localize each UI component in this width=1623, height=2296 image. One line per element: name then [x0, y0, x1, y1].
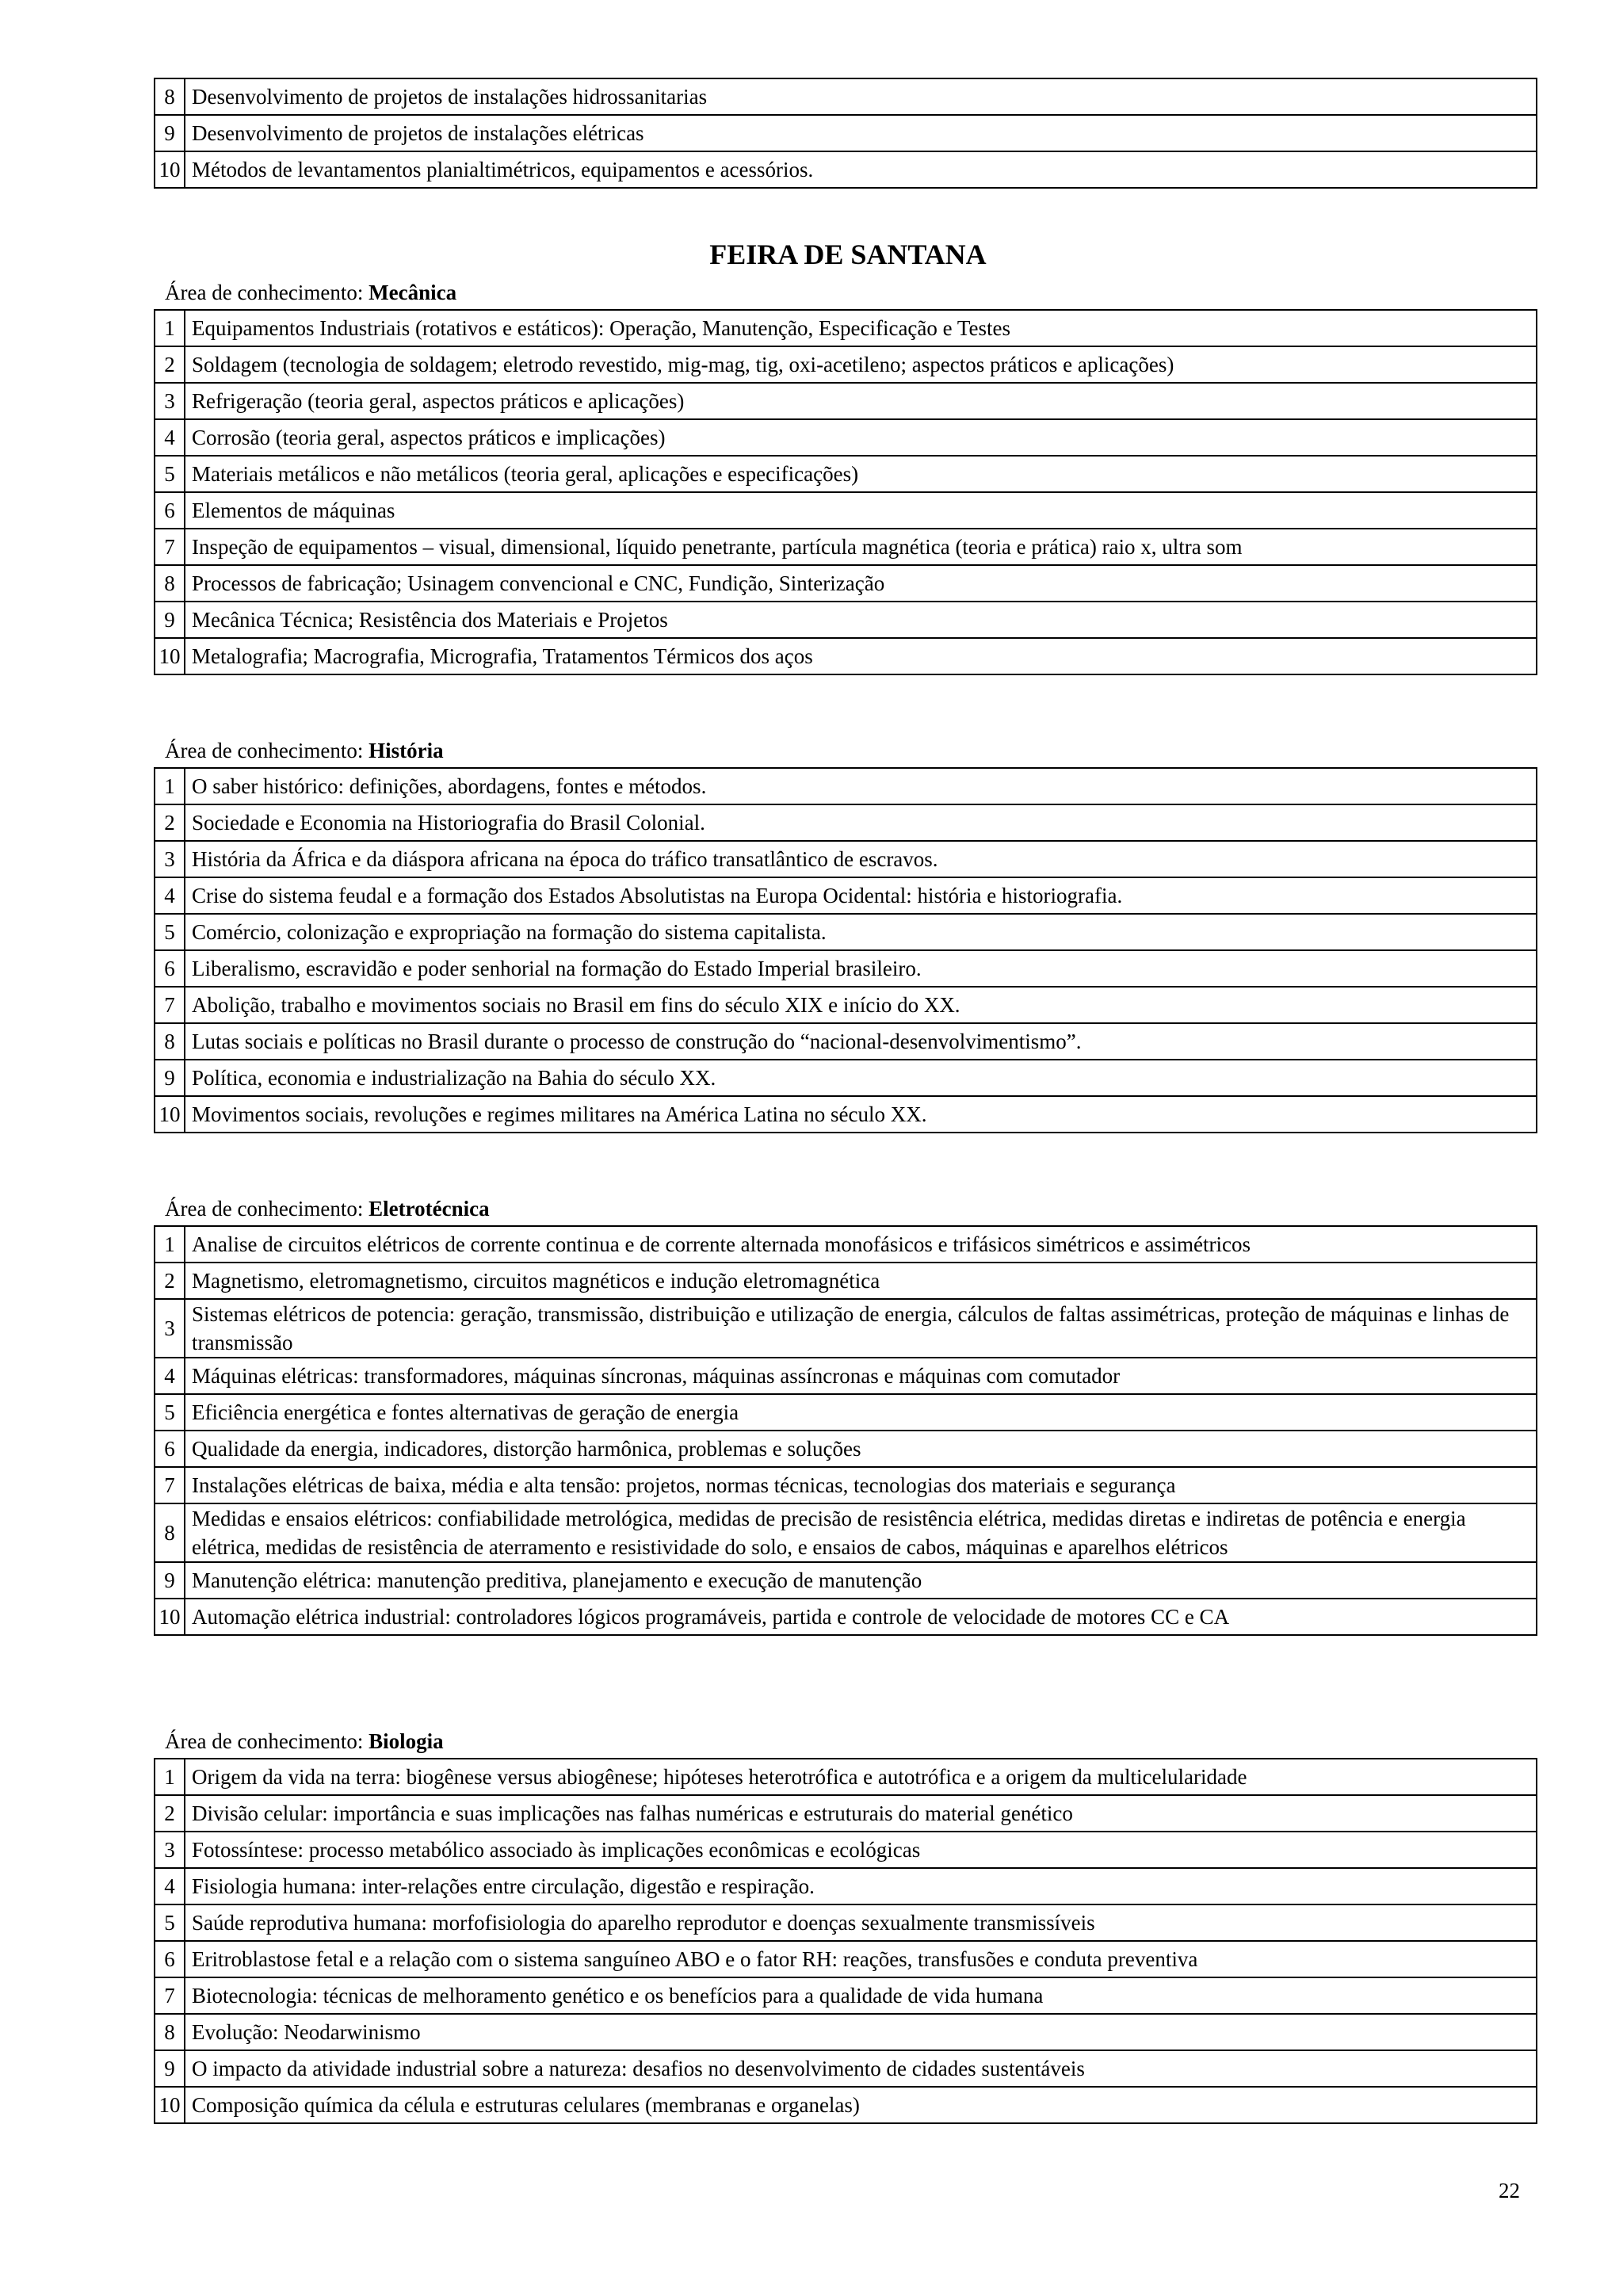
row-topic: Origem da vida na terra: biogênese versus abiogênese; hipóteses heterotrófica e autotrófica e a origem da multicelularidade — [185, 1759, 1537, 1795]
row-number: 8 — [155, 565, 185, 602]
row-topic: Fisiologia humana: inter-relações entre circulação, digestão e respiração. — [185, 1868, 1537, 1904]
area-prefix: Área de conhecimento: — [165, 1197, 364, 1221]
row-number: 1 — [155, 768, 185, 804]
row-topic: Eficiência energética e fontes alternativas de geração de energia — [185, 1394, 1537, 1431]
row-topic: Sociedade e Economia na Historiografia do Brasil Colonial. — [185, 804, 1537, 841]
table-row — [155, 877, 1537, 914]
row-topic: Inspeção de equipamentos – visual, dimensional, líquido penetrante, partícula magnética (teoria e prática) raio x, ultra som — [185, 529, 1537, 565]
row-topic: Evolução: Neodarwinismo — [185, 2014, 1537, 2050]
row-topic: Automação elétrica industrial: controladores lógicos programáveis, partida e controle de velocidade de motores CC e CA — [185, 1599, 1537, 1635]
table-row — [155, 1263, 1537, 1299]
row-number: 10 — [155, 151, 185, 188]
row-topic: Métodos de levantamentos planialtimétricos, equipamentos e acessórios. — [185, 151, 1537, 188]
table-row — [155, 638, 1537, 674]
row-topic: Soldagem (tecnologia de soldagem; eletrodo revestido, mig-mag, tig, oxi-acetileno; aspectos práticos e aplicações) — [185, 346, 1537, 383]
table-row — [155, 1977, 1537, 2014]
row-number: 6 — [155, 1941, 185, 1977]
row-topic: Composição química da célula e estruturas celulares (membranas e organelas) — [185, 2087, 1537, 2123]
row-topic: Medidas e ensaios elétricos: confiabilidade metrológica, medidas de precisão de resistência elétrica, medidas diretas e indiretas de potência e energia elétrica, medidas de resistência de aterramento e resistividade do solo, e ensaios de cabos, máquinas e aparelhos elétricos — [185, 1503, 1537, 1562]
row-number: 7 — [155, 987, 185, 1023]
table-row — [155, 151, 1537, 188]
table-row — [155, 1431, 1537, 1467]
row-topic: Materiais metálicos e não metálicos (teoria geral, aplicações e especificações) — [185, 456, 1537, 492]
row-number: 7 — [155, 1467, 185, 1503]
area-name: Biologia — [369, 1729, 444, 1753]
row-number: 8 — [155, 78, 185, 115]
row-number: 4 — [155, 1358, 185, 1394]
area-label-biologia — [165, 1728, 444, 1755]
table-row — [155, 78, 1537, 115]
row-number: 3 — [155, 383, 185, 419]
table-row — [155, 2087, 1537, 2123]
row-number: 5 — [155, 1394, 185, 1431]
row-topic: Equipamentos Industriais (rotativos e estáticos): Operação, Manutenção, Especificação e Testes — [185, 310, 1537, 346]
row-number: 2 — [155, 346, 185, 383]
row-number: 8 — [155, 2014, 185, 2050]
page-number: 22 — [1499, 2179, 1520, 2202]
table-row — [155, 914, 1537, 950]
table-row — [155, 1096, 1537, 1133]
row-number: 2 — [155, 1263, 185, 1299]
row-number: 1 — [155, 1759, 185, 1795]
prev-section-table — [154, 78, 1537, 189]
row-topic: Máquinas elétricas: transformadores, máquinas síncronas, máquinas assíncronas e máquinas com comutador — [185, 1358, 1537, 1394]
row-number: 10 — [155, 2087, 185, 2123]
row-number: 9 — [155, 1060, 185, 1096]
table-row — [155, 1941, 1537, 1977]
row-number: 7 — [155, 529, 185, 565]
row-topic: Liberalismo, escravidão e poder senhorial na formação do Estado Imperial brasileiro. — [185, 950, 1537, 987]
table-row — [155, 1795, 1537, 1832]
row-topic: Refrigeração (teoria geral, aspectos práticos e aplicações) — [185, 383, 1537, 419]
row-number: 9 — [155, 1562, 185, 1599]
table-row — [155, 2014, 1537, 2050]
table-row — [155, 456, 1537, 492]
row-topic: Processos de fabricação; Usinagem convencional e CNC, Fundição, Sinterização — [185, 565, 1537, 602]
area-prefix: Área de conhecimento: — [165, 1729, 364, 1753]
table-row — [155, 1832, 1537, 1868]
row-topic: Biotecnologia: técnicas de melhoramento genético e os benefícios para a qualidade de vida humana — [185, 1977, 1537, 2014]
table-row — [155, 841, 1537, 877]
table-row — [155, 1060, 1537, 1096]
row-topic: Divisão celular: importância e suas implicações nas falhas numéricas e estruturais do material genético — [185, 1795, 1537, 1832]
row-number: 10 — [155, 1096, 185, 1133]
table-row — [155, 1299, 1537, 1358]
area-table-mecanica — [154, 309, 1537, 675]
row-number: 8 — [155, 1503, 185, 1562]
area-prefix: Área de conhecimento: — [165, 739, 364, 762]
row-number: 10 — [155, 1599, 185, 1635]
row-topic: Manutenção elétrica: manutenção preditiva, planejamento e execução de manutenção — [185, 1562, 1537, 1599]
area-name: Eletrotécnica — [369, 1197, 490, 1221]
row-topic: Magnetismo, eletromagnetismo, circuitos magnéticos e indução eletromagnética — [185, 1263, 1537, 1299]
row-number: 3 — [155, 1832, 185, 1868]
table-row — [155, 1562, 1537, 1599]
row-topic: Elementos de máquinas — [185, 492, 1537, 529]
table-row — [155, 529, 1537, 565]
table-row — [155, 492, 1537, 529]
row-number: 9 — [155, 2050, 185, 2087]
area-table-biologia — [154, 1758, 1537, 2124]
area-label-mecanica — [165, 279, 456, 306]
row-topic: Metalografia; Macrografia, Micrografia, Tratamentos Térmicos dos aços — [185, 638, 1537, 674]
area-table-historia — [154, 767, 1537, 1133]
row-number: 9 — [155, 115, 185, 151]
row-topic: Desenvolvimento de projetos de instalações hidrossanitarias — [185, 78, 1537, 115]
row-topic: Desenvolvimento de projetos de instalações elétricas — [185, 115, 1537, 151]
row-topic: Lutas sociais e políticas no Brasil durante o processo de construção do “nacional-desenvolvimentismo”. — [185, 1023, 1537, 1060]
table-row — [155, 1868, 1537, 1904]
row-topic: O impacto da atividade industrial sobre a natureza: desafios no desenvolvimento de cidades sustentáveis — [185, 2050, 1537, 2087]
row-topic: Qualidade da energia, indicadores, distorção harmônica, problemas e soluções — [185, 1431, 1537, 1467]
table-row — [155, 1599, 1537, 1635]
row-topic: Abolição, trabalho e movimentos sociais no Brasil em fins do século XIX e início do XX. — [185, 987, 1537, 1023]
row-number: 6 — [155, 950, 185, 987]
row-number: 8 — [155, 1023, 185, 1060]
row-number: 10 — [155, 638, 185, 674]
row-topic: Crise do sistema feudal e a formação dos Estados Absolutistas na Europa Ocidental: história e historiografia. — [185, 877, 1537, 914]
table-row — [155, 1023, 1537, 1060]
row-number: 5 — [155, 1904, 185, 1941]
row-topic: Movimentos sociais, revoluções e regimes militares na América Latina no século XX. — [185, 1096, 1537, 1133]
row-number: 4 — [155, 1868, 185, 1904]
row-topic: Política, economia e industrialização na Bahia do século XX. — [185, 1060, 1537, 1096]
area-table-eletrotecnica — [154, 1225, 1537, 1636]
row-topic: Instalações elétricas de baixa, média e alta tensão: projetos, normas técnicas, tecnologias dos materiais e segurança — [185, 1467, 1537, 1503]
row-number: 3 — [155, 841, 185, 877]
table-row — [155, 987, 1537, 1023]
row-number: 9 — [155, 602, 185, 638]
table-row — [155, 310, 1537, 346]
row-number: 6 — [155, 492, 185, 529]
row-number: 1 — [155, 310, 185, 346]
row-topic: Fotossíntese: processo metabólico associado às implicações econômicas e ecológicas — [185, 1832, 1537, 1868]
row-number: 2 — [155, 804, 185, 841]
row-number: 5 — [155, 914, 185, 950]
row-topic: Analise de circuitos elétricos de corrente continua e de corrente alternada monofásicos e trifásicos simétricos e assimétricos — [185, 1226, 1537, 1263]
table-row — [155, 804, 1537, 841]
row-topic: Comércio, colonização e expropriação na formação do sistema capitalista. — [185, 914, 1537, 950]
table-row — [155, 1358, 1537, 1394]
row-topic: Mecânica Técnica; Resistência dos Materiais e Projetos — [185, 602, 1537, 638]
row-topic: O saber histórico: definições, abordagens, fontes e métodos. — [185, 768, 1537, 804]
row-number: 4 — [155, 419, 185, 456]
row-number: 4 — [155, 877, 185, 914]
table-row — [155, 1904, 1537, 1941]
table-row — [155, 950, 1537, 987]
table-row — [155, 2050, 1537, 2087]
table-row — [155, 346, 1537, 383]
table-row — [155, 768, 1537, 804]
table-row — [155, 1503, 1537, 1562]
area-label-eletrotecnica — [165, 1195, 490, 1222]
table-row — [155, 383, 1537, 419]
row-topic: História da África e da diáspora africana na época do tráfico transatlântico de escravos. — [185, 841, 1537, 877]
table-row — [155, 1394, 1537, 1431]
row-number: 7 — [155, 1977, 185, 2014]
row-number: 1 — [155, 1226, 185, 1263]
row-number: 2 — [155, 1795, 185, 1832]
table-row — [155, 419, 1537, 456]
campus-title: FEIRA DE SANTANA — [709, 239, 987, 270]
area-prefix: Área de conhecimento: — [165, 281, 364, 304]
row-topic: Corrosão (teoria geral, aspectos práticos e implicações) — [185, 419, 1537, 456]
row-number: 5 — [155, 456, 185, 492]
area-label-historia — [165, 737, 444, 764]
table-row — [155, 115, 1537, 151]
row-number: 3 — [155, 1299, 185, 1358]
area-name: Mecânica — [369, 281, 457, 304]
table-row — [155, 1226, 1537, 1263]
table-row — [155, 1467, 1537, 1503]
row-topic: Saúde reprodutiva humana: morfofisiologia do aparelho reprodutor e doenças sexualmente transmissíveis — [185, 1904, 1537, 1941]
table-row — [155, 1759, 1537, 1795]
row-number: 6 — [155, 1431, 185, 1467]
table-row — [155, 565, 1537, 602]
area-name: História — [369, 739, 444, 762]
row-topic: Sistemas elétricos de potencia: geração, transmissão, distribuição e utilização de energia, cálculos de faltas assimétricas, proteção de máquinas e linhas de transmissão — [185, 1299, 1537, 1358]
table-row — [155, 602, 1537, 638]
row-topic: Eritroblastose fetal e a relação com o sistema sanguíneo ABO e o fator RH: reações, transfusões e conduta preventiva — [185, 1941, 1537, 1977]
